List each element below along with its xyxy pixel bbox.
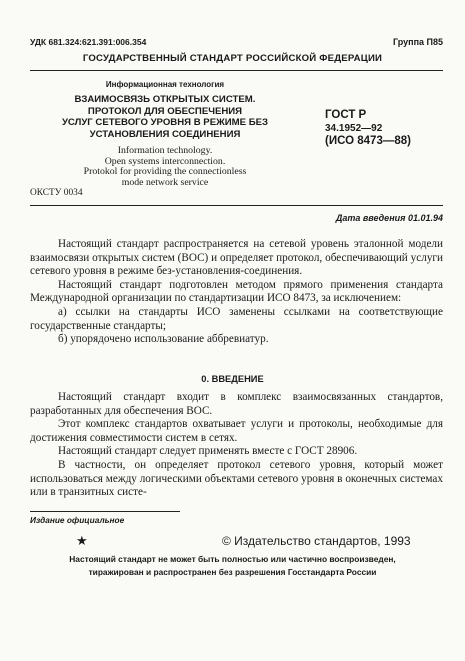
paragraph: Этот комплекс стандартов охватывает услуги и протоколы, необходимые для достижения совместимости систем в сетях. [30,418,443,444]
reproduction-notice [0,553,465,579]
english-title-line: Open systems interconnection. [104,155,226,167]
gost-number: 34.1952—92 [325,123,383,134]
english-title-line: mode network service [121,176,209,188]
standard-title: ГОСУДАРСТВЕННЫЙ СТАНДАРТ РОССИЙСКОЙ ФЕДЕРАЦИИ [82,53,383,64]
category-label: Информационная технология [105,80,225,89]
russian-title-line: УСТАНОВЛЕНИЯ СОЕДИНЕНИЯ [89,128,241,140]
group-code: Группа П85 [392,37,443,47]
paragraph: Настоящий стандарт подготовлен методом прямого применения стандарта Международной организации по стандартизации ИСО 8473, за исключением: [30,278,443,305]
header-divider [30,70,443,71]
scope-section [30,238,443,347]
udk-code: УДК 681.324:621.391:006.354 [30,37,147,47]
paragraph: В частности, он определяет протокол сетевого уровня, который может использоваться между логическими объектами сетевого уровня в оконечных системах или в транзитных систе- [30,458,443,499]
okstu-code: ОКСТУ 0034 [30,188,83,198]
introduction-section [30,391,443,500]
english-title-line: Information technology. [117,145,213,156]
notice-line: Настоящий стандарт не может быть полностью или частично воспроизведен, [69,554,396,564]
notice-line: тиражирован и распространен без разрешения Госстандарта России [88,567,377,577]
gost-label: ГОСТ Р [325,109,367,121]
date-label: Дата введения [335,213,406,223]
paragraph: Настоящий стандарт входит в комплекс взаимосвязанных стандартов, разработанных для обеспечения ВОС. [30,391,443,417]
english-title-line: Protokol for providing the connectionless [83,166,247,178]
russian-title [0,94,330,140]
list-item: б) упорядочено использование аббревиатур. [58,333,269,346]
date-value: 01.01.94 [407,213,443,223]
official-edition-label: Издание официальное [30,515,125,525]
russian-title-line: ВЗАИМОСВЯЗЬ ОТКРЫТЫХ СИСТЕМ. [74,94,256,105]
copyright-notice: © Издательство стандартов, 1993 [222,534,411,548]
english-title [0,146,330,188]
russian-title-line: ПРОТОКОЛ ДЛЯ ОБЕСПЕЧЕНИЯ [87,105,243,117]
gost-designation [325,109,430,148]
section-heading: 0. ВВЕДЕНИЕ [201,374,264,384]
star-icon: ★ [76,533,88,548]
footer-divider [30,511,180,512]
paragraph: Настоящий стандарт распространяется на сетевой уровень эталонной модели взаимосвязи открытых систем (ВОС) и определяет протокол, обеспечивающий услуги сетевого уровня в режиме без-установления-соединения. [30,238,443,278]
paragraph: Настоящий стандарт следует применять вместе с ГОСТ 28906. [58,445,358,458]
list-item: а) ссылки на стандарты ИСО заменены ссылками на соответствующие государственные стандарты; [30,305,443,332]
russian-title-line: УСЛУГ СЕТЕВОГО УРОВНЯ В РЕЖИМЕ БЕЗ [61,117,269,129]
introduction-date [336,213,443,223]
title-divider [30,205,443,206]
iso-number: (ИСО 8473—88) [325,135,411,147]
